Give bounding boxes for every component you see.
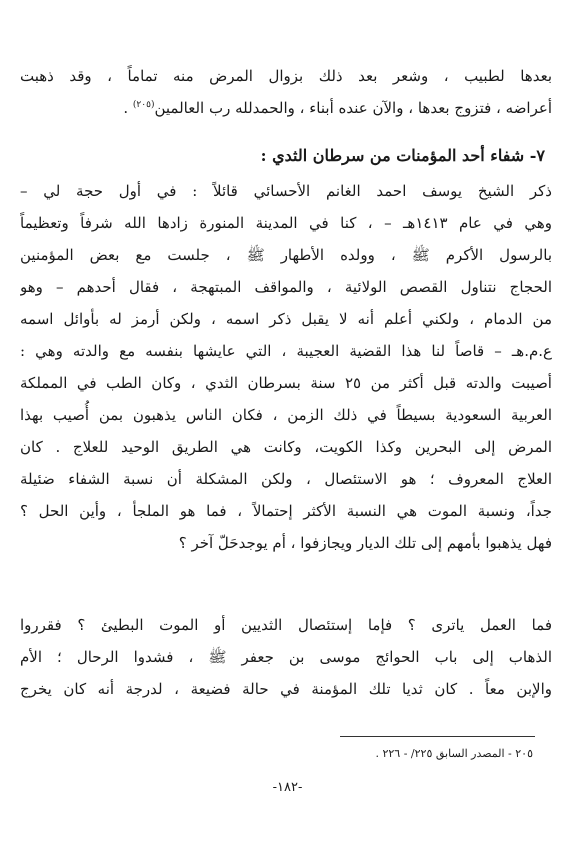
text-line: فما العمل ياترى ؟ فإما إستئصال الثديين أو الموت البطيئ ؟ فقرروا — [20, 616, 552, 634]
text-line — [20, 92, 552, 124]
text-line: العربية السعودية بسيطاً في ذلك الزمن ، فكان الناس يذهبون بمن أُصيب بهذا — [20, 406, 552, 424]
text-line-content: أعراضه ، فتزوج بعدها ، والآن عنده أبناء ، والحمدلله رب العالمين — [154, 99, 552, 117]
text-line: المرض إلى البحرين وكذا الكويت، وكانت هي الطريق الوحيد للعلاج . كان — [20, 438, 552, 456]
text-line: الذهاب إلى باب الحوائج موسى بن جعفر ﷺ ، فشدوا الرحال ؛ الأم — [20, 648, 552, 666]
text-line: العلاج المعروف ؛ هو الاستئصال ، ولكن المشكلة أن نسبة الشفاء ضئيلة — [20, 470, 552, 488]
story-paragraph — [20, 175, 552, 559]
text-line: من الدمام ، ولكني أعلم أنه لا يقبل ذكر اسمه ، ولكن أرمز له بأوائل اسمه — [20, 310, 552, 328]
footnote-marker: (٢٠٥) — [132, 100, 155, 110]
text-line: فهل يذهبوا بأمهم إلى تلك الديار ويجازفوا ، أم يوجدحَلّ آخر ؟ — [178, 534, 552, 552]
text-line: بعدها لطبيب ، وشعر بعد ذلك بزوال المرض منه تماماً ، وقد ذهبت — [20, 67, 552, 85]
continuation-paragraph — [20, 609, 552, 705]
section-heading: ٧- شفاء أحد المؤمنات من سرطان الثدي : — [260, 146, 545, 165]
sentence-end: . — [123, 99, 133, 117]
footnote-divider — [340, 736, 535, 737]
text-line: ع.م.هـ – قاصاً لنا هذا القضية العجيبة ، التي عايشها بنفسه مع والدته وهي : — [20, 342, 552, 360]
text-line: ذكر الشيخ يوسف احمد الغانم الأحسائي قائلاً : في أول حجة لي – — [20, 182, 552, 200]
text-line: الحجاج نتناول القصص الولائية ، والمواقف المبتهجة ، فقال أحدهم – وهو — [20, 278, 552, 296]
text-line: وهي في عام ١٤١٣هـ – ، كنا في المدينة المنورة زادها الله شرفاً وتعظيماً — [20, 214, 552, 232]
text-line: والإبن معاً . كان ثديا تلك المؤمنة في حالة فضيعة ، لدرجة أنه كان يخرج — [20, 680, 552, 698]
page-number: -١٨٢- — [272, 780, 303, 795]
text-line: أصيبت والدته قبل أكثر من ٢٥ سنة بسرطان الثدي ، وكان الطب في المملكة — [20, 374, 552, 392]
text-line: جداً، ونسبة الموت هي النسبة الأكثر إحتمالاً ، فما هو الملجأ ، وأين الحل ؟ — [20, 502, 552, 520]
text-line: بالرسول الأكرم ﷺ ، وولده الأطهار ﷺ ، جلست مع بعض المؤمنين — [20, 246, 552, 264]
intro-paragraph — [20, 60, 552, 124]
footnote: ٢٠٥ - المصدر السابق ٢٢٥/ - ٢٢٦ . — [375, 747, 533, 760]
